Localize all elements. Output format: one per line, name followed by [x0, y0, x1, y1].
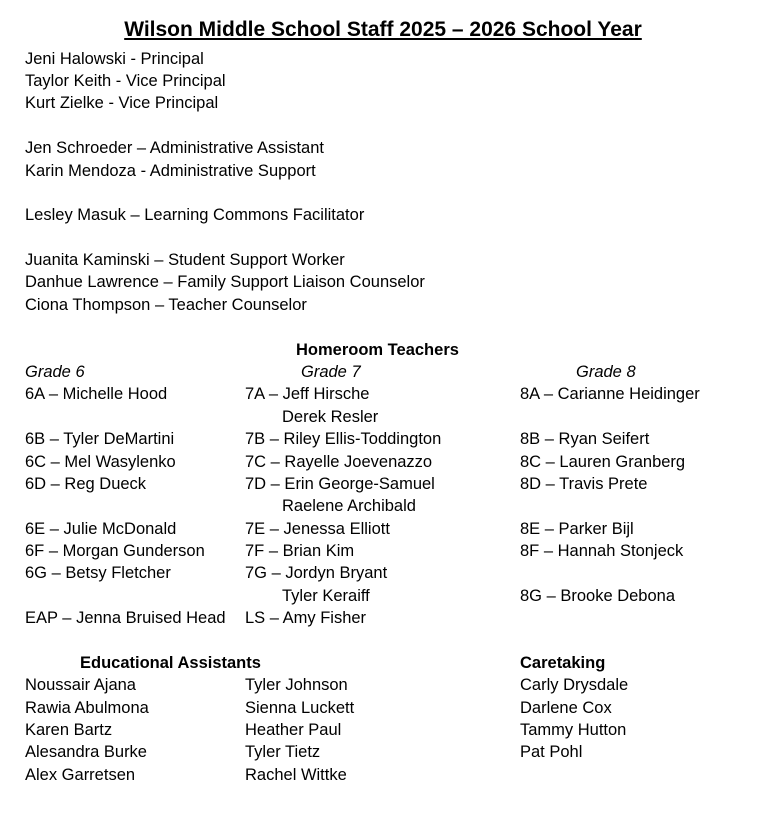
- caretaker-name: Pat Pohl: [520, 743, 583, 761]
- assistant-name: Alex Garretsen: [25, 766, 136, 784]
- assistant-name: Alesandra Burke: [25, 743, 147, 761]
- homeroom-entry: Raelene Archibald: [282, 497, 416, 515]
- assistant-name: Tyler Tietz: [245, 743, 321, 761]
- homeroom-entry: 6B – Tyler DeMartini: [25, 430, 175, 448]
- staff-line: Karin Mendoza - Administrative Support: [25, 162, 316, 180]
- homeroom-entry: 6G – Betsy Fletcher: [25, 564, 171, 582]
- staff-line: Ciona Thompson – Teacher Counselor: [25, 296, 307, 314]
- homeroom-entry: 8F – Hannah Stonjeck: [520, 542, 684, 560]
- homeroom-entry: Derek Resler: [282, 408, 379, 426]
- grade-7-label: Grade 7: [301, 363, 361, 381]
- assistant-name: Heather Paul: [245, 721, 342, 739]
- homeroom-entry: 7B – Riley Ellis-Toddington: [245, 430, 442, 448]
- homeroom-entry: 6E – Julie McDonald: [25, 520, 177, 538]
- grade-8-label: Grade 8: [576, 363, 636, 381]
- caretaker-name: Carly Drysdale: [520, 676, 629, 694]
- homeroom-entry: 8B – Ryan Seifert: [520, 430, 650, 448]
- homeroom-entry: 8E – Parker Bijl: [520, 520, 634, 538]
- homeroom-entry: 8D – Travis Prete: [520, 475, 648, 493]
- assistant-name: Sienna Luckett: [245, 699, 355, 717]
- homeroom-entry: 8A – Carianne Heidinger: [520, 385, 700, 403]
- assistant-name: Noussair Ajana: [25, 676, 136, 694]
- homeroom-heading: Homeroom Teachers: [296, 341, 459, 359]
- staff-line: Danhue Lawrence – Family Support Liaison Counselor: [25, 273, 425, 291]
- educational-assistants-heading: Educational Assistants: [80, 654, 261, 672]
- document-title: Wilson Middle School Staff 2025 – 2026 School Year: [124, 18, 642, 41]
- homeroom-entry: 7A – Jeff Hirsche: [245, 385, 370, 403]
- caretaker-name: Tammy Hutton: [520, 721, 627, 739]
- staff-line: Kurt Zielke - Vice Principal: [25, 94, 219, 112]
- homeroom-entry: 7D – Erin George-Samuel: [245, 475, 435, 493]
- assistant-name: Tyler Johnson: [245, 676, 348, 694]
- homeroom-entry: LS – Amy Fisher: [245, 609, 367, 627]
- caretaker-name: Darlene Cox: [520, 699, 612, 717]
- assistant-name: Karen Bartz: [25, 721, 113, 739]
- staff-line: Lesley Masuk – Learning Commons Facilitator: [25, 206, 365, 224]
- staff-line: Taylor Keith - Vice Principal: [25, 72, 226, 90]
- homeroom-entry: 7G – Jordyn Bryant: [245, 564, 388, 582]
- grade-6-label: Grade 6: [25, 363, 85, 381]
- staff-line: Juanita Kaminski – Student Support Worker: [25, 251, 345, 269]
- homeroom-entry: 6C – Mel Wasylenko: [25, 453, 176, 471]
- homeroom-entry: 7C – Rayelle Joevenazzo: [245, 453, 433, 471]
- assistant-name: Rawia Abulmona: [25, 699, 149, 717]
- homeroom-entry: 8C – Lauren Granberg: [520, 453, 686, 471]
- homeroom-entry: 6D – Reg Dueck: [25, 475, 147, 493]
- staff-line: Jeni Halowski - Principal: [25, 50, 204, 68]
- homeroom-entry: 7E – Jenessa Elliott: [245, 520, 390, 538]
- homeroom-entry: EAP – Jenna Bruised Head: [25, 609, 226, 627]
- assistant-name: Rachel Wittke: [245, 766, 347, 784]
- homeroom-entry: Tyler Keraiff: [282, 587, 370, 605]
- homeroom-entry: 6F – Morgan Gunderson: [25, 542, 205, 560]
- caretaking-heading: Caretaking: [520, 654, 606, 672]
- homeroom-entry: 8G – Brooke Debona: [520, 587, 676, 605]
- homeroom-entry: 6A – Michelle Hood: [25, 385, 168, 403]
- staff-line: Jen Schroeder – Administrative Assistant: [25, 139, 324, 157]
- homeroom-entry: 7F – Brian Kim: [245, 542, 355, 560]
